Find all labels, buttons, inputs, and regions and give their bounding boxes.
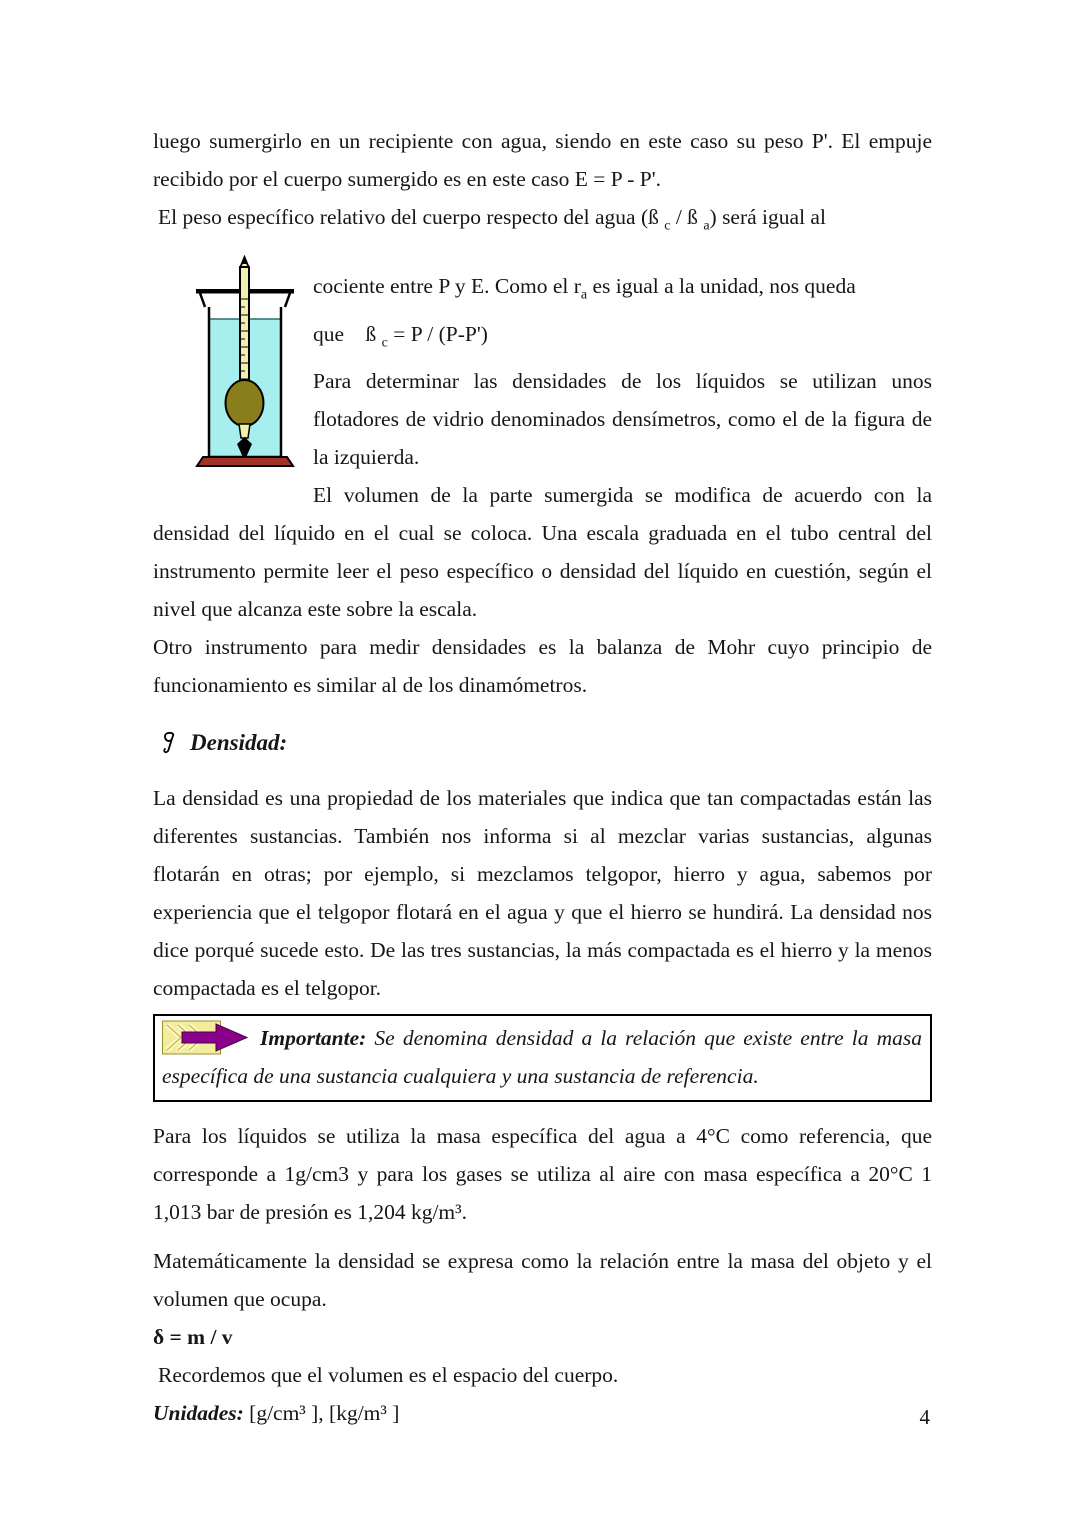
beta-subscript-c: c [664, 218, 671, 234]
density-formula [153, 1318, 932, 1356]
beta-subscript-a: a [703, 218, 710, 234]
unidades-value: [g/cm³ ], [kg/m³ ] [243, 1400, 400, 1425]
paragraph-peso-especifico [153, 198, 932, 245]
formula-subscript-c: c [381, 334, 388, 350]
r-subscript-a: a [580, 287, 588, 303]
formula-text-2: = P / (P-P') [387, 321, 488, 346]
important-text: Se denomina densidad a la relación que existe entre la masa específica de una sustancia cualquiera y una sustancia de referencia. [162, 1025, 922, 1088]
note-arrow-icon [162, 1020, 250, 1056]
cociente-text-1: cociente entre P y E. Como el r [313, 274, 581, 299]
paragraph-intro-text: luego sumergirlo en un recipiente con agua, siendo en este caso su peso P'. El empuje recibido por el cuerpo sumergido es en este caso E = P - P'. [153, 129, 932, 191]
paragraph-recordemos [153, 1356, 932, 1394]
page-number: 4 [919, 1405, 930, 1429]
peso-text-2: / ß [670, 205, 704, 229]
paragraph-unidades [153, 1394, 932, 1432]
paragraph-liquidos [153, 1117, 932, 1231]
paragraph-intro [153, 122, 932, 198]
paragraph-mohr [153, 628, 932, 704]
determinar-text: Para determinar las densidades de los líquidos se utilizan unos flotadores de vidrio denominados densímetros, como el de la figura de la izquierda. [313, 368, 932, 469]
heading-text: Densidad: [190, 729, 288, 755]
important-note-box [153, 1014, 932, 1102]
cociente-text-2: es igual a la unidad, nos queda [587, 274, 856, 299]
densimeter-figure [153, 255, 313, 503]
paragraph-matematicamente [153, 1242, 932, 1318]
hydrometer-neck [239, 424, 250, 438]
densimeter-illustration [193, 255, 297, 473]
peso-text-3: ) será igual al [709, 205, 826, 229]
section-heading-densidad [153, 724, 932, 762]
important-label: Importante: [260, 1025, 367, 1050]
recordemos-text: Recordemos que el volumen es el espacio del cuerpo. [158, 1362, 619, 1387]
density-formula-text: δ = m / v [153, 1324, 233, 1349]
formula-text-1: que ß [313, 321, 382, 346]
beaker-base [197, 457, 293, 466]
paragraph-densidad [153, 779, 932, 1007]
page-content [153, 122, 932, 1432]
matematicamente-text: Matemáticamente la densidad se expresa como la relación entre la masa del objeto y el volumen que ocupa. [153, 1248, 932, 1311]
volumen-text: El volumen de la parte sumergida se modifica de acuerdo con la densidad del líquido en el cual se coloca. Una escala graduada en el tubo central del instrumento permite leer el peso específico o densidad del líquido en cuestión, según el nivel que alcanza este sobre la escala. [153, 482, 932, 621]
peso-text-1: El peso específico relativo del cuerpo respecto del agua (ß [158, 205, 665, 229]
densidad-text: La densidad es una propiedad de los materiales que indica que tan compactadas están las diferentes sustancias. También nos informa si al mezclar varias sustancias, algunas flotarán en otras; por ejemplo, si mezclamos telgopor, hierro y agua, sabemos por experiencia que el telgopor flotará en el agua y que el hierro se hundirá. La densidad nos dice porqué sucede esto. De las tres sustancias, la más compactada es el hierro y la menos compactada es el telgopor. [153, 785, 932, 1000]
hydrometer-bulb [226, 380, 264, 426]
mohr-text: Otro instrumento para medir densidades es la balanza de Mohr cuyo principio de funcionamiento es similar al de los dinamómetros. [153, 634, 932, 697]
liquidos-text: Para los líquidos se utiliza la masa específica del agua a 4°C como referencia, que corresponde a 1g/cm3 y para los gases se utiliza al aire con masa específica a 20°C 1 1,013 bar de presión es 1,204 kg/m³. [153, 1123, 932, 1224]
decorative-bullet-icon [160, 729, 178, 756]
unidades-label: Unidades: [153, 1400, 244, 1425]
